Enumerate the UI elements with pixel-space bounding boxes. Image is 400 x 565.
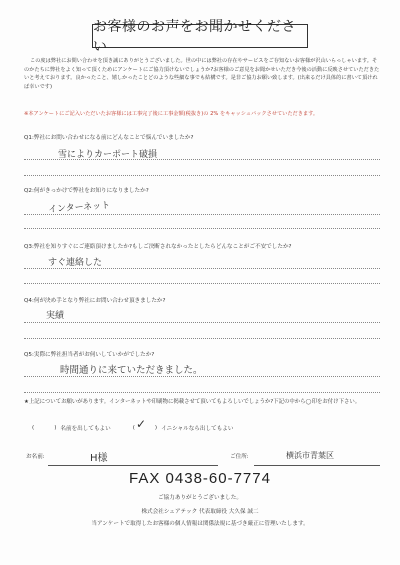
page-title-text: お客様のお声をお聞かせください [93, 19, 296, 55]
address-underline [254, 465, 380, 466]
question-3-line-2 [24, 283, 380, 284]
question-4-label: Q4:何が決め手となり弊社にお問い合わせ頂きましたか? [24, 298, 166, 304]
thanks-text: ご協力ありがとうございました。 [158, 495, 242, 501]
question-4-answer: 実績 [46, 311, 65, 321]
option-2-close-paren: ) [154, 425, 158, 431]
intro-text: この度は弊社にお問い合わせを頂き誠にありがとうございました。世の中には弊社の存在やサービスをご存知ないお客様が沢山いらっしゃいます。そのかたちに弊社をよく知って頂くためにアンケートにご協力頂けないでしょうか?お客様のご意見をお聞かせいただき今後の活動に反映させていただきたいと考えております。良かったこと、嬉しかったことどのような些細な事でも結構です。是非ご協力お願い致します。(出来るだけ具体的に書いて頂ければ幸いです) [24, 58, 380, 90]
page-title [92, 19, 308, 55]
question-4-line [24, 322, 380, 323]
name-underline [48, 465, 218, 466]
option-1-label: 名前を出してもよい [60, 426, 111, 432]
question-5-answer: 時間通りに来ていただきました。 [60, 365, 203, 376]
question-5-line-2 [24, 392, 380, 393]
name-value: H様 [90, 453, 108, 464]
option-2-open-paren: ( [132, 425, 135, 431]
address-label: ご住所: [230, 454, 249, 460]
question-4-line-2 [24, 338, 380, 339]
question-5-line [24, 376, 380, 377]
question-1-answer: 雪によりカーポート破損 [58, 150, 158, 160]
privacy-notice: 当アンケートで取得したお客様の個人情報は関係法規に基づき厳正に管理いたします。 [91, 521, 309, 527]
address-value: 横浜市青葉区 [286, 451, 334, 460]
option-1-open-paren: ( [32, 425, 35, 431]
cashback-note: ※本アンケートにご記入いただいたお客様には工事完了後に工事金額(税抜き)の 2% をキャッシュバックさせていただきます。 [24, 111, 319, 117]
question-3-line [24, 268, 380, 269]
question-2-answer: インターネット [47, 200, 111, 216]
question-1-line-2 [24, 175, 380, 176]
fax-number: FAX 0438-60-7774 [129, 470, 271, 487]
question-5-label: Q5:実際に弊社担当者がお伺いしていかがでしたか? [24, 352, 155, 358]
option-2-label: イニシャルなら出してもよい [161, 426, 234, 432]
checkmark-icon: ✓ [136, 417, 147, 431]
name-label: お名前: [26, 454, 45, 460]
consent-options [32, 424, 238, 432]
company-signature: 株式会社シェアテック 代表取締役 大久保 誠二 [141, 509, 259, 515]
question-2-line [24, 214, 380, 215]
question-1-label: Q1:弊社にお問い合わせになる前にどんなことで悩んでいましたか? [24, 135, 194, 141]
question-3-label: Q3:弊社を知りすぐにご連絡頂けましたか?もしご決断されなかったとしたらどんなことがご不安でしたか? [24, 244, 292, 250]
question-3-answer: すぐ連絡した [48, 258, 103, 268]
option-1-close-paren: ) [54, 425, 57, 431]
question-2-line-2 [24, 228, 380, 229]
intro-paragraph [24, 57, 380, 91]
name-address-row [24, 450, 380, 466]
question-2-label: Q2:何がきっかけで弊社をお知りになりましたか? [24, 188, 149, 194]
consent-text: ★上記についてお願いがあります。インターネットや印刷物に掲載させて頂いてもよろしいでしょうか?下記の中から◯印をお付け下さい。 [24, 399, 361, 405]
